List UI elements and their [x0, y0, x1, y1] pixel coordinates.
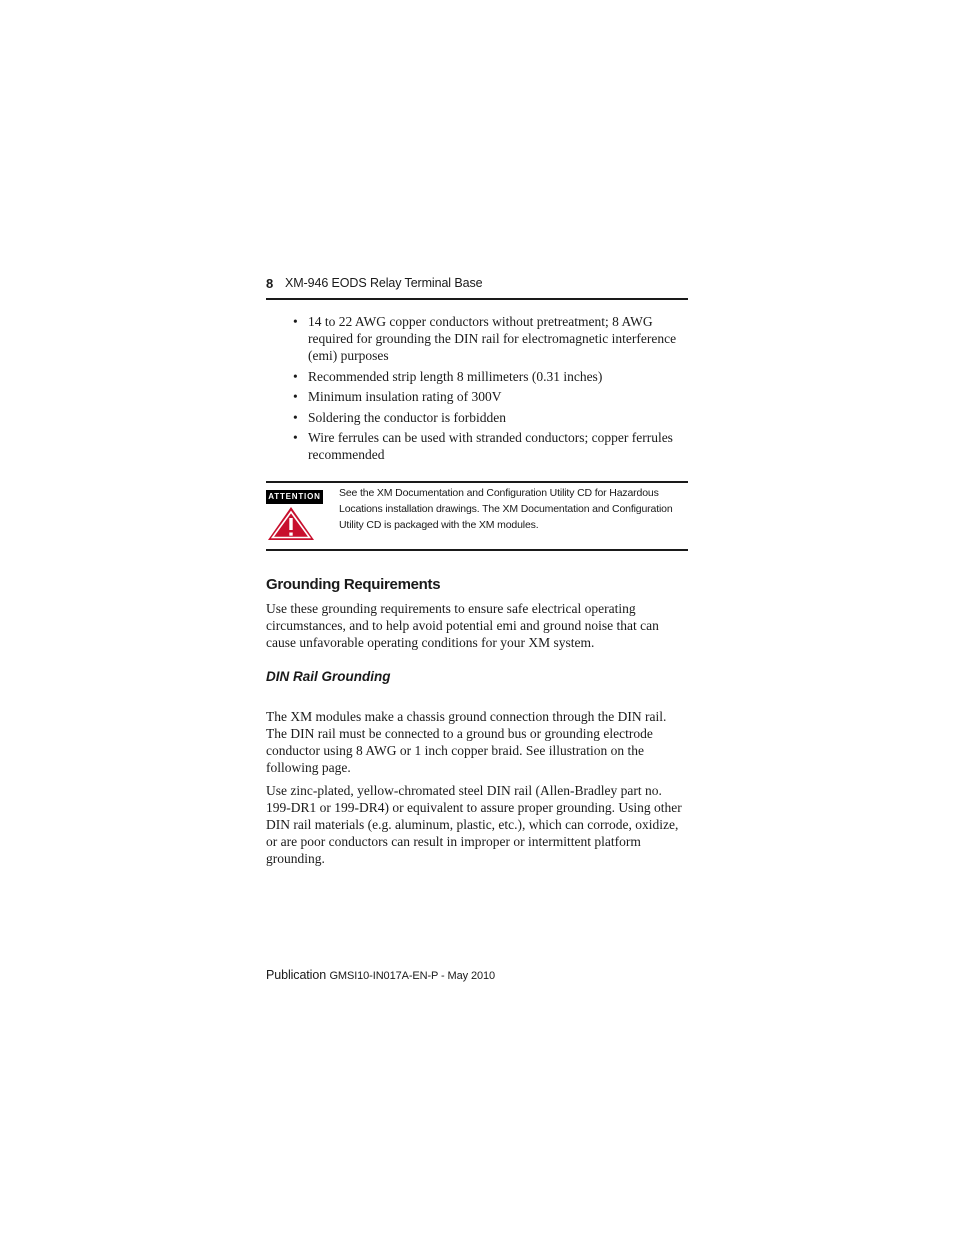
din-rail-paragraph-1: The XM modules make a chassis ground connection through the DIN rail. The DIN rail must be connected to a ground bus or grounding electrode conductor using 8 AWG or 1 inch copper braid. See illustration on the following page. — [266, 709, 667, 775]
publication-id: GMSI10-IN017A-EN-P - May 2010 — [329, 970, 496, 982]
warning-triangle-icon — [266, 505, 316, 541]
list-item-text: 14 to 22 AWG copper conductors without pretreatment; 8 AWG required for grounding the DIN rail for electromagnetic interference (emi) purposes — [308, 314, 677, 363]
section-intro: Use these grounding requirements to ensure safe electrical operating circumstances, and to help avoid potential emi and ground noise that can cause unfavorable operating conditions for your XM system. — [266, 601, 659, 650]
bullet-icon: • — [293, 368, 298, 384]
running-title: XM-946 EODS Relay Terminal Base — [285, 276, 483, 290]
section-heading: Grounding Requirements — [266, 576, 441, 593]
footer-label: Publication — [266, 968, 327, 982]
list-item-text: Wire ferrules can be used with stranded conductors; copper ferrules recommended — [308, 430, 673, 462]
list-item-text: Minimum insulation rating of 300V — [308, 389, 502, 404]
header-rule — [266, 298, 688, 300]
attention-notice — [266, 481, 688, 551]
page-number: 8 — [266, 276, 274, 291]
attention-label: ATTENTION — [266, 490, 323, 504]
wiring-requirements-list — [293, 313, 688, 467]
bullet-icon: • — [293, 430, 298, 445]
bullet-icon: • — [293, 314, 298, 329]
list-item — [293, 368, 688, 385]
list-item-text: Recommended strip length 8 millimeters (0.31 inches) — [308, 368, 603, 384]
list-item — [293, 388, 688, 405]
din-rail-paragraph-2: Use zinc-plated, yellow-chromated steel DIN rail (Allen-Bradley part no. 199-DR1 or 199-DR4) or equivalent to assure proper grounding. Using other DIN rail materials (e.g. aluminum, plastic, etc.), which can corrode, oxidize, or are poor conductors can result in improper or intermittent platform grounding. — [266, 783, 682, 866]
list-item — [293, 429, 688, 463]
list-item — [293, 409, 688, 426]
bullet-icon: • — [293, 389, 298, 404]
publication-footer — [266, 968, 495, 982]
list-item-text: Soldering the conductor is forbidden — [308, 409, 506, 425]
list-item — [293, 313, 688, 364]
subsection-heading: DIN Rail Grounding — [266, 669, 391, 684]
bullet-icon: • — [293, 409, 298, 425]
attention-text: See the XM Documentation and Configuration Utility CD for Hazardous Locations installation drawings. The XM Documentation and Configuration Utility CD is packaged with the XM modules. — [339, 487, 673, 531]
